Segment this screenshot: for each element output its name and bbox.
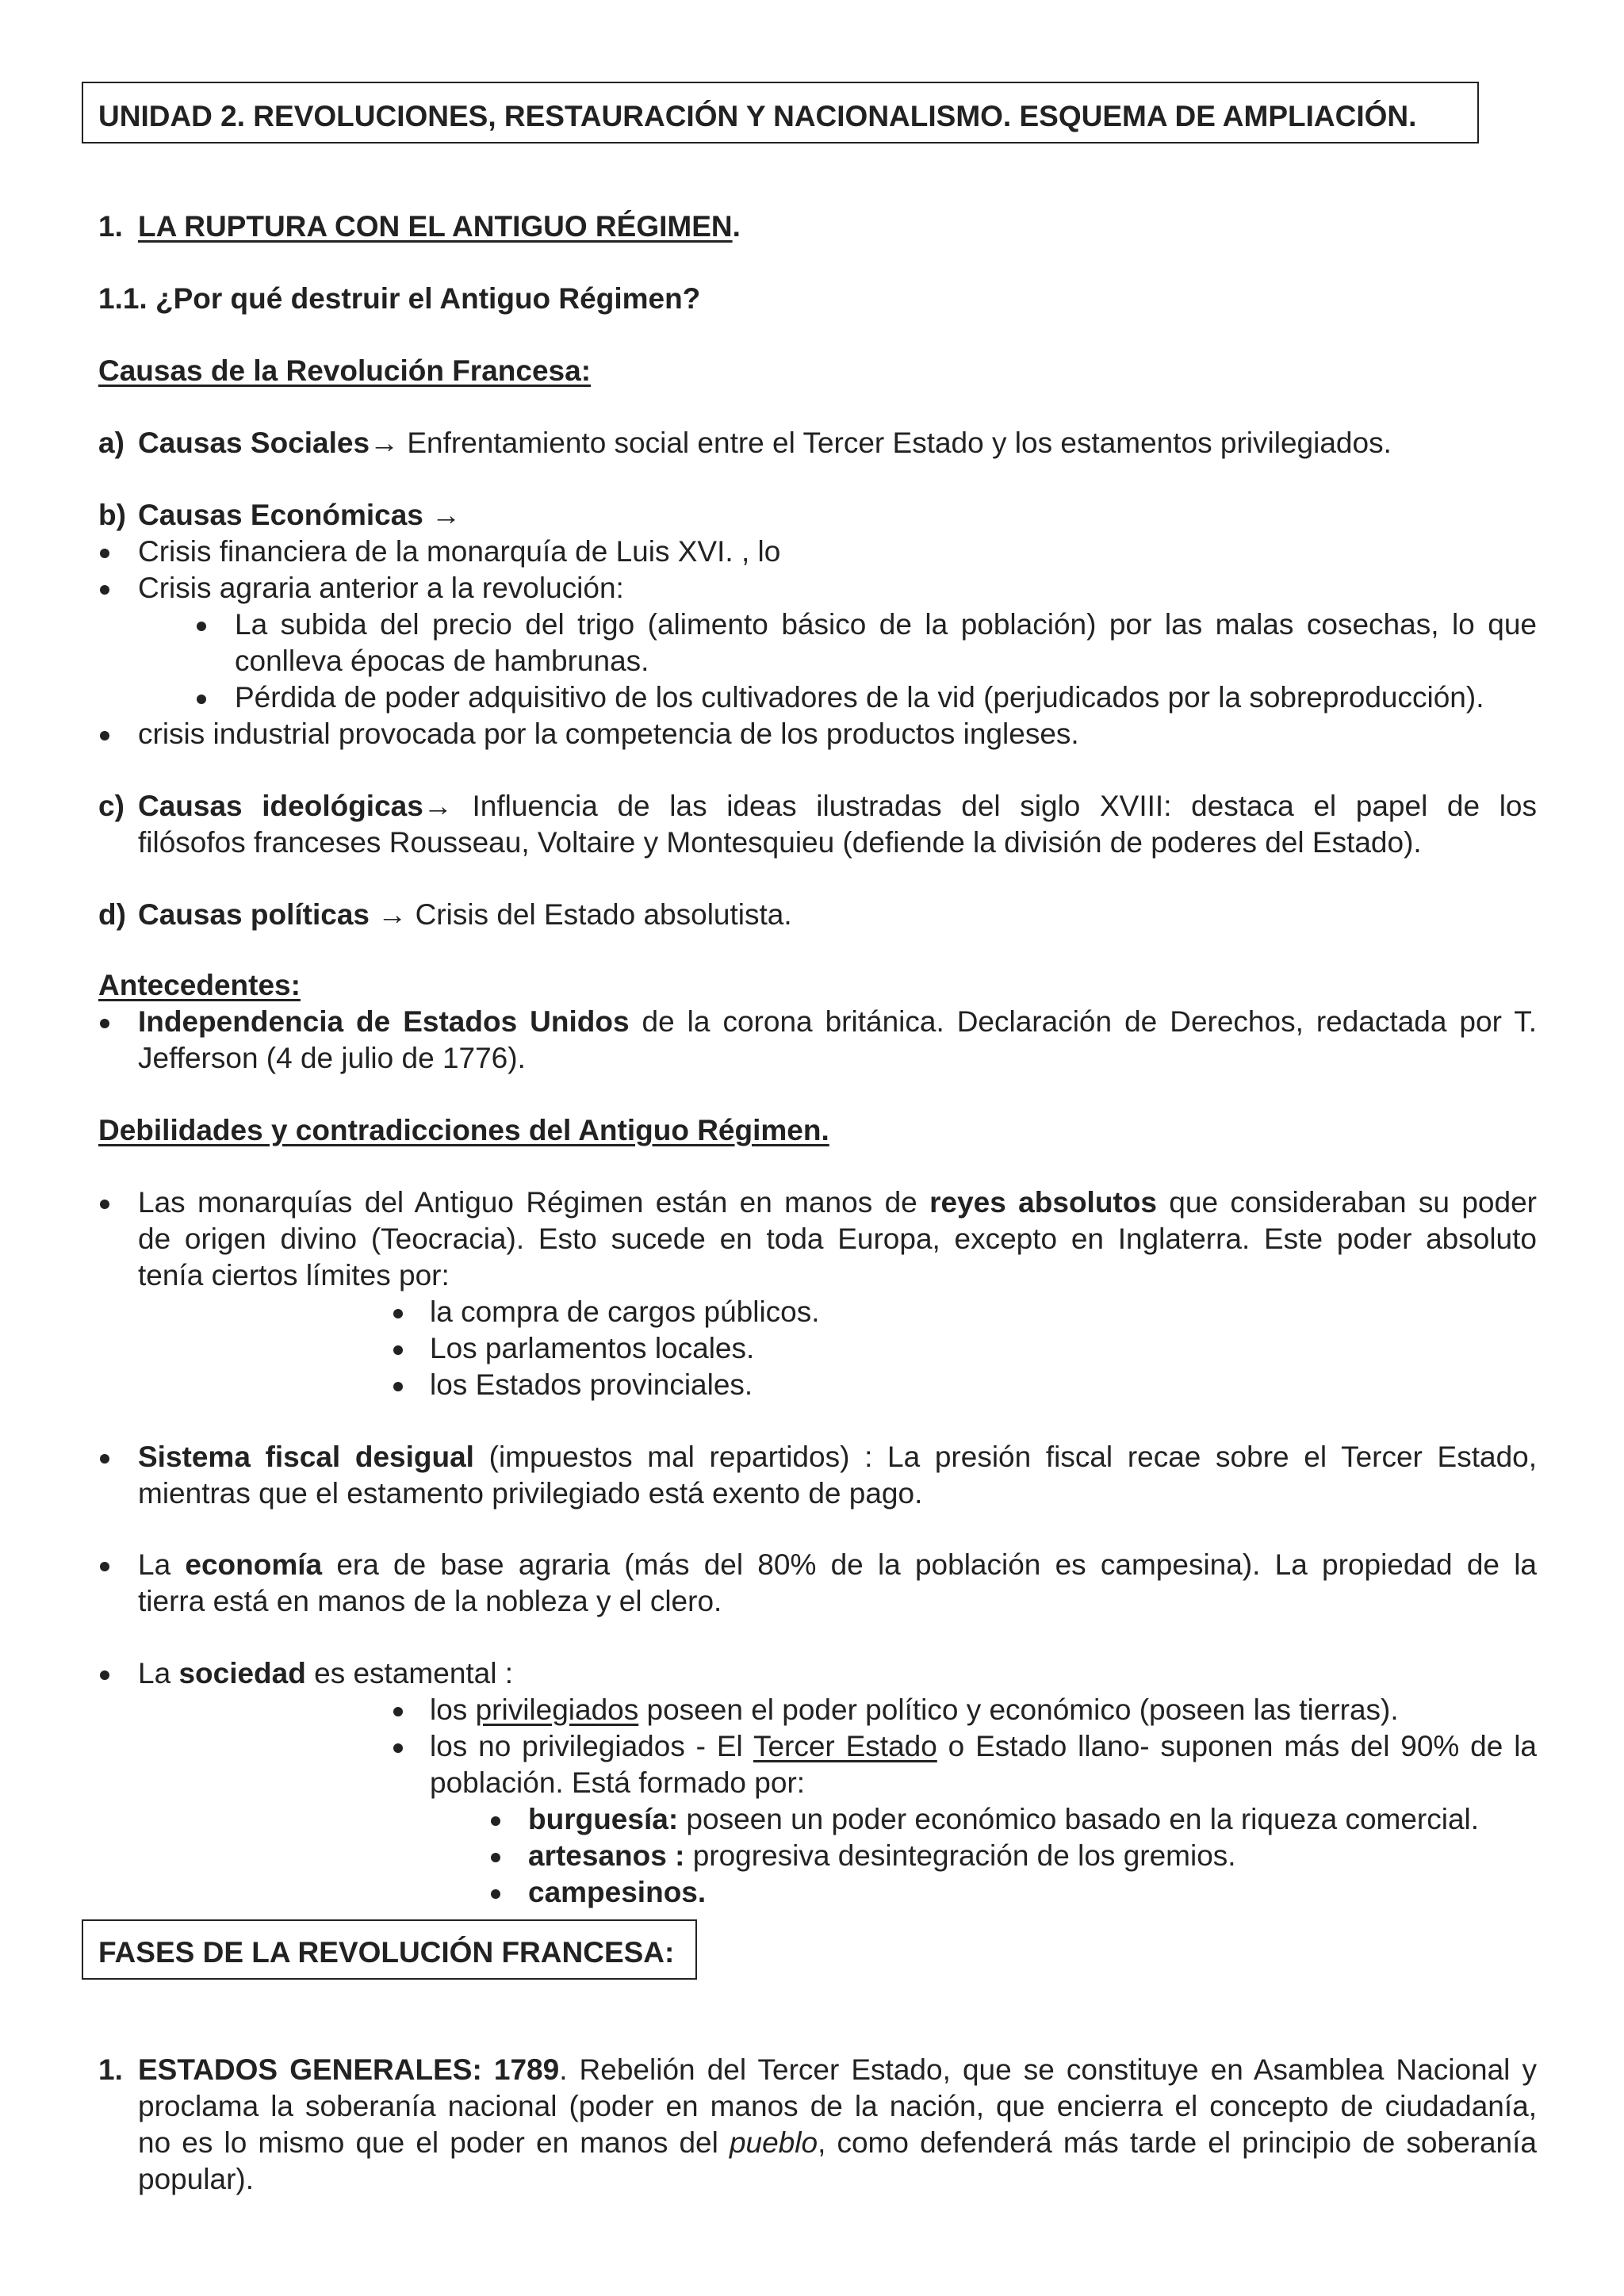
fase-line: ESTADOS GENERALES: 1789. Rebelión del Tercer Estado, que se constituye en Asamblea Nacional y [138, 2053, 1537, 2086]
arrow-icon: → [423, 790, 453, 822]
cause-a-label: a) [98, 427, 124, 459]
list-item-continuation: conlleva épocas de hambrunas. [235, 645, 649, 677]
cause-d-text: Causas políticas → Crisis del Estado absolutista. [138, 898, 792, 931]
list-item: Los parlamentos locales. [430, 1332, 755, 1364]
bullet-icon [100, 1454, 109, 1464]
cause-a-text: Causas Sociales→ Enfrentamiento social entre el Tercer Estado y los estamentos privilegiados. [138, 427, 1392, 459]
section-title: LA RUPTURA CON EL ANTIGUO RÉGIMEN. [138, 210, 741, 243]
cause-c-text: Causas ideológicas→ Influencia de las ideas ilustradas del siglo XVIII: destaca el papel de los [138, 790, 1538, 822]
list-item: la compra de cargos públicos. [430, 1295, 820, 1328]
bullet-icon [100, 1019, 109, 1028]
paragraph-line: Sistema fiscal desigual (impuestos mal repartidos) : La presión fiscal recae sobre el Tercer Estado, [138, 1441, 1538, 1473]
bullet-icon [197, 695, 206, 704]
antecedentes-continuation: Jefferson (4 de julio de 1776). [138, 1042, 526, 1074]
bullet-icon [100, 1562, 109, 1571]
list-item: burguesía: poseen un poder económico basado en la riqueza comercial. [528, 1803, 1480, 1835]
cause-b-label: b) [98, 499, 126, 531]
antecedentes-text: Independencia de Estados Unidos de la corona británica. Declaración de Derechos, redactada por T. [138, 1005, 1537, 1038]
paragraph-line: tierra está en manos de la nobleza y el clero. [138, 1585, 722, 1617]
fase-line: no es lo mismo que el poder en manos del pueblo, como defenderá más tarde el principio de soberanía [138, 2126, 1537, 2159]
list-item: campesinos. [528, 1876, 707, 1908]
bullet-icon [100, 731, 109, 740]
debilidades-heading: Debilidades y contradicciones del Antiguo Régimen. [98, 1114, 829, 1146]
list-item-continuation: población. Está formado por: [430, 1766, 806, 1799]
list-item: La subida del precio del trigo (alimento básico de la población) por las malas cosechas, lo que [235, 608, 1537, 641]
list-item: Pérdida de poder adquisitivo de los cultivadores de la vid (perjudicados por la sobreproducción). [235, 681, 1484, 714]
paragraph-line: mientras que el estamento privilegiado está exento de pago. [138, 1477, 923, 1510]
bullet-icon [491, 1816, 500, 1826]
arrow-icon: → [370, 427, 400, 459]
causes-heading: Causas de la Revolución Francesa: [98, 354, 592, 387]
subsection-title: 1.1. ¿Por qué destruir el Antiguo Régimen? [98, 282, 701, 315]
paragraph-line: tenía ciertos límites por: [138, 1259, 450, 1292]
bullet-icon [491, 1889, 500, 1899]
arrow-icon: → [431, 499, 462, 531]
list-item: los no privilegiados - El Tercer Estado o Estado llano- suponen más del 90% de la [430, 1730, 1537, 1762]
list-item: crisis industrial provocada por la competencia de los productos ingleses. [138, 718, 1079, 750]
document-title: UNIDAD 2. REVOLUCIONES, RESTAURACIÓN Y NACIONALISMO. ESQUEMA DE AMPLIACIÓN. [98, 100, 1417, 132]
bullet-icon [491, 1853, 500, 1862]
paragraph-line: Las monarquías del Antiguo Régimen están en manos de reyes absolutos que consideraban su poder [138, 1186, 1537, 1219]
cause-d-label: d) [98, 898, 126, 931]
paragraph-line: La sociedad es estamental : [138, 1657, 514, 1689]
bullet-icon [100, 549, 109, 558]
fase-number: 1. [98, 2053, 123, 2086]
antecedentes-heading: Antecedentes: [98, 969, 301, 1001]
bullet-icon [393, 1707, 403, 1716]
list-item: artesanos : progresiva desintegración de los gremios. [528, 1839, 1236, 1872]
paragraph-line: La economía era de base agraria (más del 80% de la población es campesina). La propiedad de la [138, 1548, 1538, 1581]
arrow-icon: → [377, 898, 408, 931]
list-item: los privilegiados poseen el poder político y económico (poseen las tierras). [430, 1693, 1399, 1726]
cause-c-continuation: filósofos franceses Rousseau, Voltaire y Montesquieu (defiende la división de poderes del Estado). [138, 826, 1422, 859]
bullet-icon [100, 1670, 109, 1680]
cause-c-label: c) [98, 790, 124, 822]
list-item: Crisis agraria anterior a la revolución: [138, 572, 624, 604]
bullet-icon [100, 1200, 109, 1209]
list-item: los Estados provinciales. [430, 1368, 753, 1401]
bullet-icon [393, 1743, 403, 1753]
bullet-icon [100, 585, 109, 595]
bullet-icon [393, 1309, 403, 1318]
fase-line: proclama la soberanía nacional (poder en manos de la nación, que encierra el concepto de ciudadanía, [138, 2090, 1537, 2122]
fase-line: popular). [138, 2163, 255, 2195]
section-number: 1. [98, 210, 123, 243]
list-item: Crisis financiera de la monarquía de Luis XVI. , lo [138, 535, 781, 568]
cause-b-title: Causas Económicas → [138, 499, 462, 531]
bullet-icon [393, 1382, 403, 1391]
paragraph-line: de origen divino (Teocracia). Esto sucede en toda Europa, excepto en Inglaterra. Este poder absoluto [138, 1223, 1537, 1255]
bullet-icon [393, 1345, 403, 1355]
fases-heading: FASES DE LA REVOLUCIÓN FRANCESA: [98, 1936, 675, 1969]
bullet-icon [197, 622, 206, 631]
